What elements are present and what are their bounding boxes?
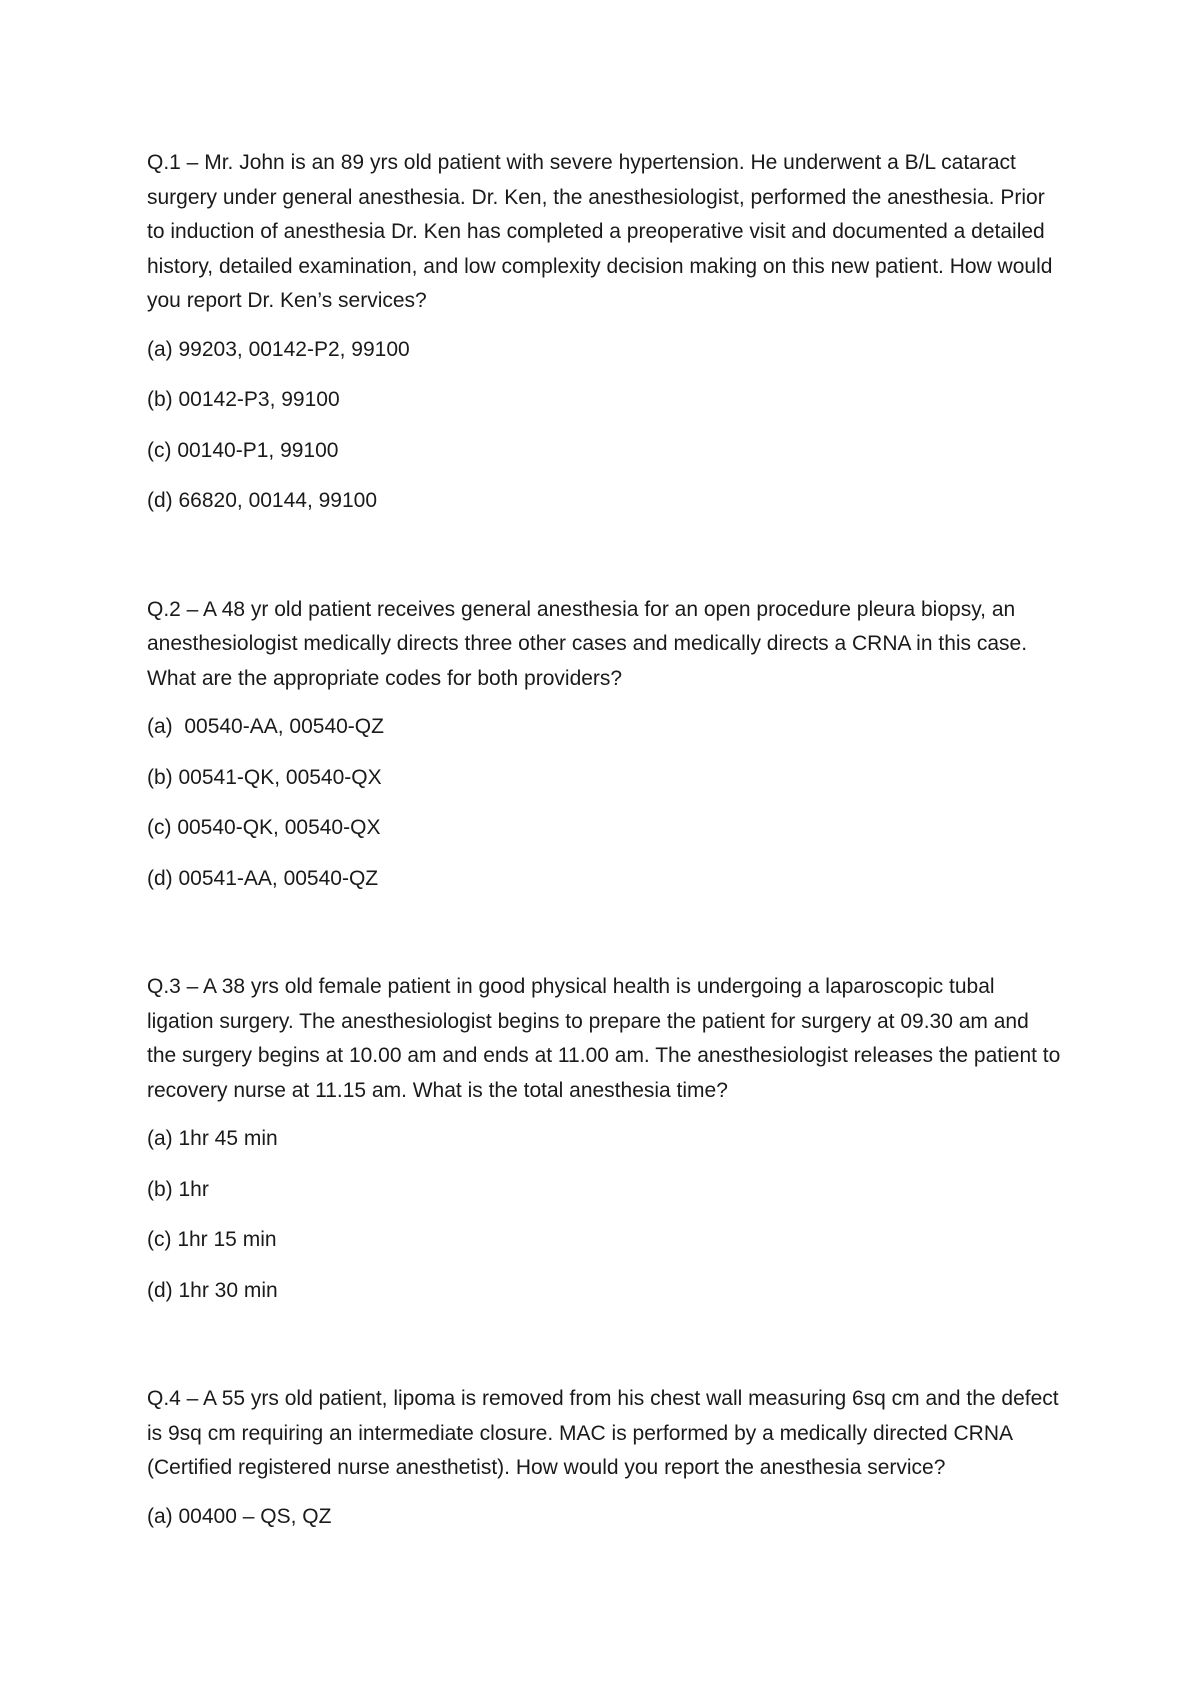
answer-option-d: (d) 1hr 30 min	[147, 1278, 278, 1302]
question-text: Q.4 – A 55 yrs old patient, lipoma is removed from his chest wall measuring 6sq cm and the defect is 9sq cm requiring an intermediate closure. MAC is performed by a medically directed CRNA (Certified registered nurse anesthetist). How would you report the anesthesia service?	[147, 1387, 1059, 1479]
answer-option-c: (c) 1hr 15 min	[147, 1228, 277, 1251]
answer-option-c: (c) 00540-QK, 00540-QX	[147, 816, 381, 839]
answer-option-a: (a) 00540-AA, 00540-QZ	[147, 715, 384, 738]
spacer	[147, 535, 1062, 593]
spacer	[147, 1324, 1062, 1382]
answer-option-a: (a) 00400 – QS, QZ	[147, 1504, 332, 1528]
question-text: Q.2 – A 48 yr old patient receives general anesthesia for an open procedure pleura biopsy, an anesthesiologist medically directs three other cases and medically directs a CRNA in this case. What are the appropriate codes for both providers?	[147, 597, 1028, 690]
question-block-1	[147, 146, 1062, 519]
question-block-2	[147, 593, 1062, 897]
answer-option-b: (b) 1hr	[147, 1177, 209, 1201]
document-page	[147, 146, 1062, 1550]
spacer	[147, 912, 1062, 970]
answer-option-b: (b) 00541-QK, 00540-QX	[147, 765, 382, 789]
question-text: Q.3 – A 38 yrs old female patient in good physical health is undergoing a laparoscopic tubal ligation surgery. The anesthesiologist begins to prepare the patient for surgery at 09.30 am and the surgery begins at 10.00 am and ends at 11.00 am. The anesthesiologist releases the patient to recovery nurse at 11.15 am. What is the total anesthesia time?	[147, 975, 1061, 1102]
answer-option-d: (d) 66820, 00144, 99100	[147, 489, 378, 512]
answer-option-d: (d) 00541-AA, 00540-QZ	[147, 866, 379, 890]
answer-option-c: (c) 00140-P1, 99100	[147, 438, 339, 462]
question-block-3	[147, 970, 1062, 1308]
question-text: Q.1 – Mr. John is an 89 yrs old patient with severe hypertension. He underwent a B/L cataract surgery under general anesthesia. Dr. Ken, the anesthesiologist, performed the anesthesia. Prior to induction of anesthesia Dr. Ken has completed a preoperative visit and documented a detailed history, detailed examination, and low complexity decision making on this new patient. How would you report Dr. Ken’s services?	[147, 151, 1053, 312]
answer-option-b: (b) 00142-P3, 99100	[147, 388, 340, 411]
question-block-4	[147, 1382, 1062, 1534]
answer-option-a: (a) 1hr 45 min	[147, 1127, 278, 1150]
answer-option-a: (a) 99203, 00142-P2, 99100	[147, 337, 410, 361]
